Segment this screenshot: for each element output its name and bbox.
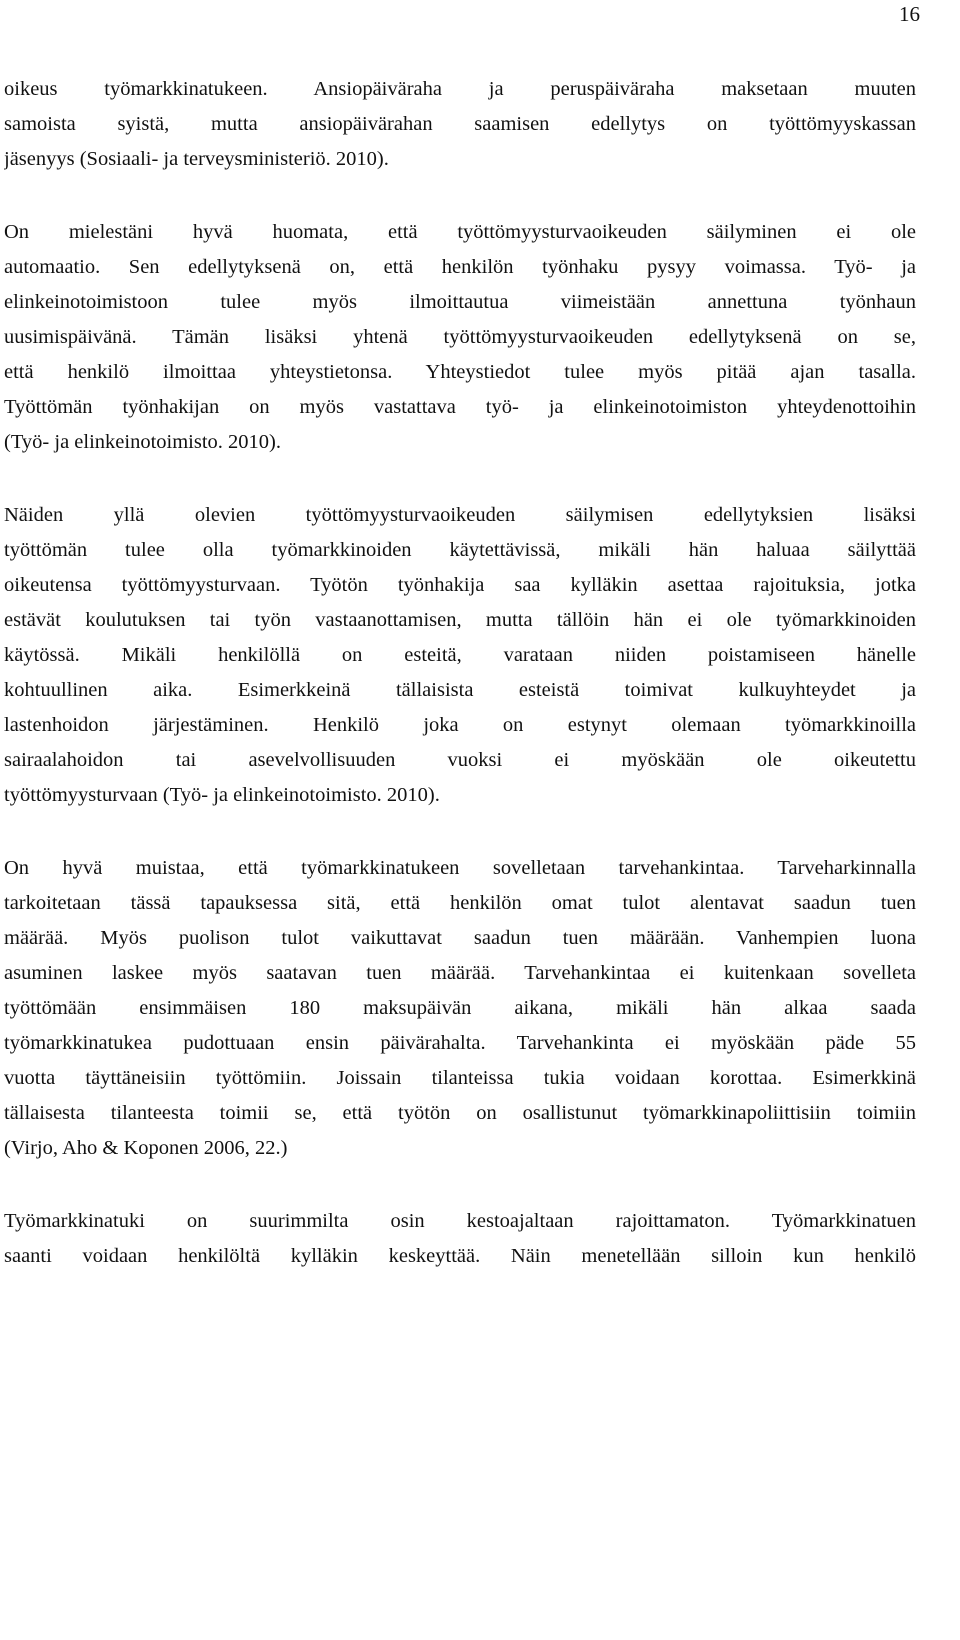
paragraph-5 [4,1204,916,1274]
text-line: oikeutensa työttömyysturvaan. Työtön työnhakija saa kylläkin asettaa rajoituksia, jotka [4,574,916,596]
text-line: On hyvä muistaa, että työmarkkinatukeen sovelletaan tarvehankintaa. Tarveharkinnalla [4,857,916,879]
paragraph-4 [4,851,916,1166]
text-line: (Virjo, Aho & Koponen 2006, 22.) [4,1137,288,1159]
page-number: 16 [899,2,920,26]
paragraph-2 [4,215,916,460]
text-line: käytössä. Mikäli henkilöllä on esteitä, varataan niiden poistamiseen hänelle [4,644,916,666]
text-line: työttömään ensimmäisen 180 maksupäivän aikana, mikäli hän alkaa saada [4,997,916,1019]
text-line: sairaalahoidon tai asevelvollisuuden vuoksi ei myöskään ole oikeutettu [4,749,916,771]
text-line: vuotta täyttäneisiin työttömiin. Joissain tilanteissa tukia voidaan korottaa. Esimerkkinä [4,1067,916,1089]
text-line: että henkilö ilmoittaa yhteystietonsa. Yhteystiedot tulee myös pitää ajan tasalla. [4,361,916,383]
text-line: samoista syistä, mutta ansiopäivärahan saamisen edellytys on työttömyyskassan [4,113,916,135]
text-line: kohtuullinen aika. Esimerkkeinä tällaisista esteistä toimivat kulkuyhteydet ja [4,679,916,701]
text-line: tällaisesta tilanteesta toimii se, että työtön on osallistunut työmarkkinapoliittisiin toimiin [4,1102,916,1124]
text-line: asuminen laskee myös saatavan tuen määrää. Tarvehankintaa ei kuitenkaan sovelleta [4,962,916,984]
text-line: jäsenyys (Sosiaali- ja terveysministeriö. 2010). [4,148,389,170]
text-line: On mielestäni hyvä huomata, että työttömyysturvaoikeuden säilyminen ei ole [4,221,916,243]
text-line: työttömyysturvaan (Työ- ja elinkeinotoimisto. 2010). [4,784,440,806]
text-line: Näiden yllä olevien työttömyysturvaoikeuden säilymisen edellytyksien lisäksi [4,504,916,526]
text-line: automaatio. Sen edellytyksenä on, että henkilön työnhaku pysyy voimassa. Työ- ja [4,256,916,278]
text-line: oikeus työmarkkinatukeen. Ansiopäiväraha ja peruspäiväraha maksetaan muuten [4,78,916,100]
paragraph-1 [4,72,916,177]
paragraph-3 [4,498,916,813]
document-body [4,72,916,1312]
text-line: työttömän tulee olla työmarkkinoiden käytettävissä, mikäli hän haluaa säilyttää [4,539,916,561]
text-line: tarkoitetaan tässä tapauksessa sitä, että henkilön omat tulot alentavat saadun tuen [4,892,916,914]
text-line: lastenhoidon järjestäminen. Henkilö joka on estynyt olemaan työmarkkinoilla [4,714,916,736]
text-line: uusimispäivänä. Tämän lisäksi yhtenä työttömyysturvaoikeuden edellytyksenä on se, [4,326,916,348]
text-line: saanti voidaan henkilöltä kylläkin keskeyttää. Näin menetellään silloin kun henkilö [4,1245,916,1267]
text-line: määrää. Myös puolison tulot vaikuttavat saadun tuen määrään. Vanhempien luona [4,927,916,949]
text-line: elinkeinotoimistoon tulee myös ilmoittautua viimeistään annettuna työnhaun [4,291,916,313]
text-line: (Työ- ja elinkeinotoimisto. 2010). [4,431,281,453]
text-line: Työttömän työnhakijan on myös vastattava työ- ja elinkeinotoimiston yhteydenottoihin [4,396,916,418]
text-line: Työmarkkinatuki on suurimmilta osin kestoajaltaan rajoittamaton. Työmarkkinatuen [4,1210,916,1232]
text-line: estävät koulutuksen tai työn vastaanottamisen, mutta tällöin hän ei ole työmarkkinoiden [4,609,916,631]
text-line: työmarkkinatukea pudottuaan ensin päivärahalta. Tarvehankinta ei myöskään päde 55 [4,1032,916,1054]
